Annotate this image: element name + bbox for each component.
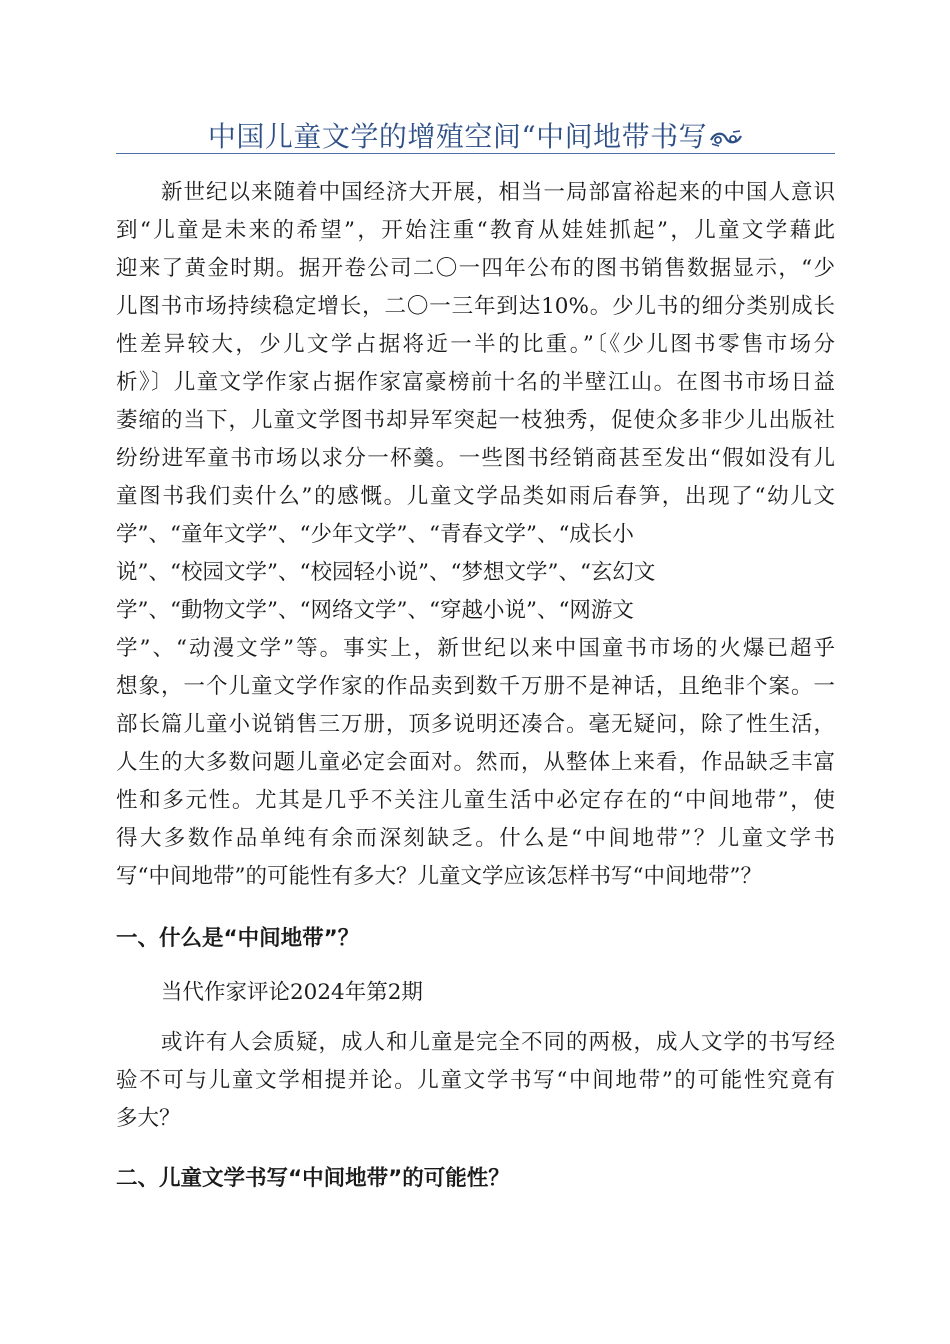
paragraph-line: 想象，一个儿童文学作家的作品卖到数千万册不是神话，且绝非个案。一 [116,674,835,699]
paragraph-line: 多大？ [116,1106,181,1131]
paragraph-line: 到“儿童是未来的希望”，开始注重“教育从娃娃抓起”，儿童文学藉此 [116,218,835,243]
section-heading-1: 一、什么是“中间地带”？ [116,926,360,951]
paragraph-line: 性和多元性。尤其是几乎不关注儿童生活中必定存在的“中间地带”，使 [116,788,835,813]
paragraph-line: 析》〕儿童文学作家占据作家富豪榜前十名的半壁江山。在图书市场日益 [116,370,835,395]
source-note: 当代作家评论2024年第2期 [161,980,423,1005]
paragraph-line: 新世纪以来随着中国经济大开展，相当一局部富裕起来的中国人意识 [161,180,835,205]
intro-paragraph [116,174,835,896]
title-block [116,112,835,156]
paragraph-line: 说”、“校园文学”、“校园轻小说”、“梦想文学”、“玄幻文 [116,560,656,585]
section-heading-2: 二、儿童文学书写“中间地带”的可能性？ [116,1166,510,1191]
paragraph-line: 学”、“童年文学”、“少年文学”、“青春文学”、“成长小 [116,522,634,547]
ornament-icon [709,128,743,148]
paragraph-line: 得大多数作品单纯有余而深刻缺乏。什么是“中间地带”？儿童文学书 [116,826,835,851]
paragraph-line: 儿图书市场持续稳定增长，二〇一三年到达10%。少儿书的细分类别成长 [116,294,835,319]
paragraph-line: 迎来了黄金时期。据开卷公司二〇一四年公布的图书销售数据显示，“少 [116,256,835,281]
second-paragraph [116,1024,835,1138]
paragraph-line: 学”、“動物文学”、“网络文学”、“穿越小说”、“网游文 [116,598,634,623]
paragraph-line: 验不可与儿童文学相提并论。儿童文学书写“中间地带”的可能性究竟有 [116,1068,835,1093]
title-underline [116,153,835,154]
paragraph-line: 人生的大多数问题儿童必定会面对。然而，从整体上来看，作品缺乏丰富 [116,750,835,775]
paragraph-line: 学”、“动漫文学”等。事实上，新世纪以来中国童书市场的火爆已超乎 [116,636,835,661]
page-title [116,115,835,155]
paragraph-line: 童图书我们卖什么”的感慨。儿童文学品类如雨后春笋，出现了“幼儿文 [116,484,835,509]
paragraph-line: 部长篇儿童小说销售三万册，顶多说明还凑合。毫无疑问，除了性生活， [116,712,835,737]
paragraph-line: 萎缩的当下，儿童文学图书却异军突起一枝独秀，促使众多非少儿出版社 [116,408,835,433]
paragraph-line: 纷纷进军童书市场以求分一杯羹。一些图书经销商甚至发出“假如没有儿 [116,446,835,471]
page-title-text: 中国儿童文学的增殖空间“中间地带书写 [207,120,708,153]
paragraph-line: 写“中间地带”的可能性有多大？儿童文学应该怎样书写“中间地带”？ [116,864,762,889]
paragraph-line: 性差异较大，少儿文学占据将近一半的比重。”〔《少儿图书零售市场分 [116,332,835,357]
paragraph-line: 或许有人会质疑，成人和儿童是完全不同的两极，成人文学的书写经 [161,1030,835,1055]
